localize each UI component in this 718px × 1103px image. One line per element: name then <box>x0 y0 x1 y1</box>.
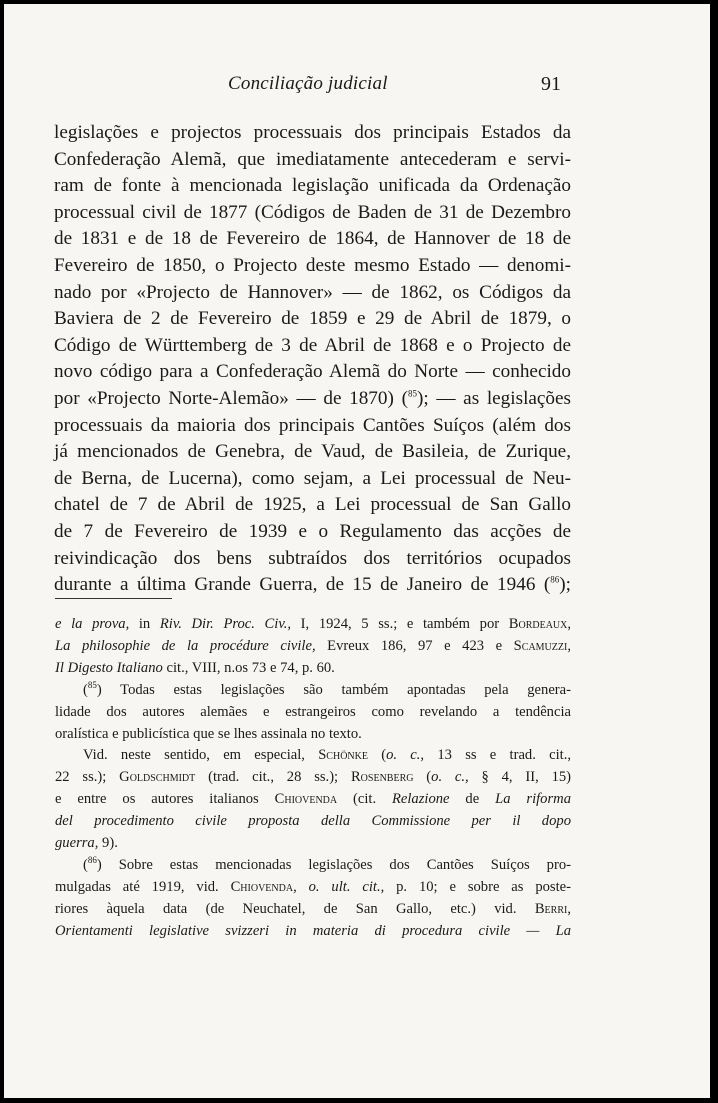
body-line-text: durante a última Grande Guerra, de 15 de Janeiro de 1946 <box>54 574 536 596</box>
footnote-85-line: lidade dos autores alemães e estrangeiros como revelando a tendência <box>55 703 571 720</box>
running-title: Conciliação judicial <box>228 73 388 94</box>
body-line: de 1831 e de 18 de Fevereiro de 1864, de Hannover de 18 de <box>54 228 571 250</box>
footnote-86-line: mulgadas até 1919, vid. Chiovenda, o. ult. cit., p. 10; e sobre as poste- <box>55 878 571 895</box>
footnote-vid-line: guerra, 9). <box>55 835 118 852</box>
body-line: reivindicação dos bens subtraídos dos territórios ocupados <box>54 547 571 569</box>
body-line: legislações e projectos processuais dos principais Estados da <box>54 122 571 143</box>
body-line: processuais da maioria dos principais Cantões Suíços (além dos <box>54 414 571 436</box>
footnote-continuation-line: La philosophie de la procédure civile, Evreux 186, 97 e 423 e Scamuzzi, <box>55 637 571 654</box>
footnote-85-line: oralística e publicística que se lhes assinala no texto. <box>55 725 362 742</box>
footnote-85: ($^{85}$) Todas estas legislações são também apontadas pela genera- <box>83 679 571 698</box>
body-line: ram de fonte à mencionada legislação unificada da Ordenação <box>54 175 571 197</box>
body-line: Código de Württemberg de 3 de Abril de 1868 e o Projecto de <box>54 334 571 356</box>
body-line: processual civil de 1877 (Códigos de Baden de 31 de Dezembro <box>54 201 571 223</box>
body-text <box>54 120 571 599</box>
body-line-text: por «Projecto Norte-Alemão» — de 1870) <box>54 387 394 409</box>
body-line: de 7 de Fevereiro de 1939 e o Regulamento das acções de <box>54 520 571 542</box>
footnote-ref-85: 85 <box>407 388 417 399</box>
footnote-86-line: riores àquela data (de Neuchatel, de San Gallo, etc.) vid. Berri, <box>55 900 571 917</box>
page-number: 91 <box>541 73 561 95</box>
footnotes <box>55 614 571 943</box>
body-line-with-ref-85: por «Projecto Norte-Alemão» — de 1870) ($^{85}$); — as legislações <box>54 387 572 409</box>
page-header <box>4 70 710 104</box>
book-page <box>4 4 710 1098</box>
footnote-vid-line: 22 ss.); Goldschmidt (trad. cit., 28 ss.); Rosenberg (o. c., § 4, II, 15) <box>55 769 572 786</box>
footnote-continuation-line: Il Digesto Italiano cit., VIII, n.os 73 e 74, p. 60. <box>55 659 335 676</box>
body-line: Fevereiro de 1850, o Projecto deste mesmo Estado — denomi- <box>54 254 571 276</box>
body-line-with-ref-86: durante a última Grande Guerra, de 15 de Janeiro de 1946 ($^{86}$); <box>54 574 571 596</box>
footnote-ref-86: 86 <box>550 574 560 585</box>
body-line: nado por «Projecto de Hannover» — de 1862, os Códigos da <box>54 281 571 303</box>
body-line: Confederação Alemã, que imediatamente antecederam e servi- <box>54 148 571 170</box>
footnote-divider <box>55 598 172 599</box>
body-line: já mencionados de Genebra, de Vaud, de Basileia, de Zurique, <box>54 441 571 463</box>
footnote-vid-line: del procedimento civile proposta della Commissione per il dopo <box>55 813 571 830</box>
body-line: novo código para a Confederação Alemã do Norte — conhecido <box>54 361 571 383</box>
footnote-vid-line: e entre os autores italianos Chiovenda (cit. Relazione de La riforma <box>55 791 571 808</box>
footnote-86-line: Orientamenti legislative svizzeri in materia di procedura civile — La <box>55 922 572 939</box>
body-line: Baviera de 2 de Fevereiro de 1859 e 29 de Abril de 1879, o <box>54 308 571 330</box>
footnote-continuation-line: e la prova, in Riv. Dir. Proc. Civ., I, 1924, 5 ss.; e também por Bordeaux, <box>55 616 572 632</box>
footnote-vid-line: Vid. neste sentido, em especial, Schönke (o. c., 13 ss e trad. cit., <box>83 747 572 764</box>
body-line: chatel de 7 de Abril de 1925, a Lei processual de San Gallo <box>54 494 571 516</box>
body-line: de Berna, de Lucerna), como sejam, a Lei processual de Neu- <box>54 467 571 489</box>
footnote-86: ($^{86}$) Sobre estas mencionadas legislações dos Cantões Suíços pro- <box>83 855 571 873</box>
